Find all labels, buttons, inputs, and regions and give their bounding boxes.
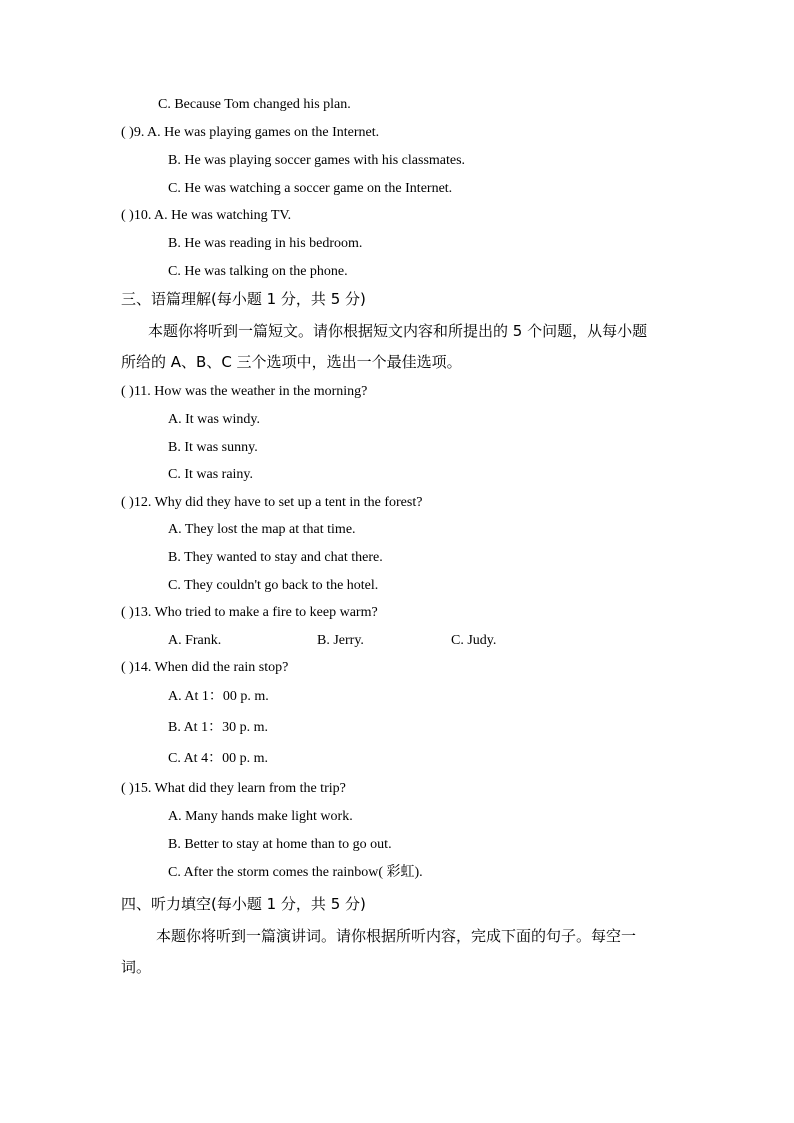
q14-row (121, 659, 288, 677)
q10-option-b: B. He was reading in his bedroom. (168, 236, 363, 251)
q12-row (121, 494, 422, 512)
q12-option-c: C. They couldn't go back to the hotel. (168, 578, 379, 593)
q11-stem: 11. How was the weather in the morning? (133, 384, 368, 399)
section3-instruction-line1: 本题你将听到一篇短文。请你根据短文内容和所提出的 5 个问题，从每小题 (148, 322, 648, 340)
q10-row (121, 207, 291, 225)
q15-option-b: B. Better to stay at home than to go out. (168, 837, 392, 852)
q13-option-c: C. Judy. (451, 633, 497, 648)
section4-instruction-line2: 词。 (121, 958, 152, 976)
q13-answer-paren[interactable]: ( ) (121, 605, 134, 620)
q14-option-b: B. At 1：30 p. m. (168, 720, 268, 735)
q15-stem: 15. What did they learn from the trip? (133, 781, 346, 796)
q14-answer-paren[interactable]: ( ) (121, 660, 134, 675)
q10-stem: 10. A. He was watching TV. (133, 208, 292, 223)
q9-stem: 9. A. He was playing games on the Internet. (133, 125, 380, 140)
q10-answer-paren[interactable]: ( ) (121, 208, 134, 223)
q12-option-a: A. They lost the map at that time. (168, 522, 356, 537)
q15-option-a: A. Many hands make light work. (168, 809, 353, 824)
q13-row (121, 604, 378, 622)
q14-stem: 14. When did the rain stop? (133, 660, 289, 675)
q9-option-b: B. He was playing soccer games with his classmates. (168, 153, 466, 168)
section3-instruction-line2: 所给的 A、B、C 三个选项中，选出一个最佳选项。 (121, 353, 462, 371)
q12-stem: 12. Why did they have to set up a tent in the forest? (133, 495, 423, 510)
q8-option-c: C. Because Tom changed his plan. (158, 97, 351, 112)
q11-option-c: C. It was rainy. (168, 467, 254, 482)
q14-option-a: A. At 1：00 p. m. (168, 689, 269, 704)
section4-heading: 四、听力填空(每小题 1 分，共 5 分) (121, 895, 366, 913)
q15-row (121, 780, 346, 798)
q12-answer-paren[interactable]: ( ) (121, 495, 134, 510)
section4-instruction-line1: 本题你将听到一篇演讲词。请你根据所听内容，完成下面的句子。每空一 (156, 927, 637, 945)
section3-heading: 三、语篇理解(每小题 1 分，共 5 分) (121, 290, 366, 308)
q11-answer-paren[interactable]: ( ) (121, 384, 134, 399)
q13-option-b: B. Jerry. (317, 633, 364, 648)
q11-row (121, 383, 367, 401)
q15-option-c: C. After the storm comes the rainbow( 彩虹). (168, 865, 423, 880)
q13-stem: 13. Who tried to make a fire to keep warm? (133, 605, 378, 620)
q10-option-c: C. He was talking on the phone. (168, 264, 348, 279)
q14-option-c: C. At 4：00 p. m. (168, 751, 268, 766)
q9-answer-paren[interactable]: ( ) (121, 125, 134, 140)
q13-option-a: A. Frank. (168, 633, 222, 648)
q11-option-a: A. It was windy. (168, 412, 261, 427)
q9-row (121, 124, 379, 142)
q9-option-c: C. He was watching a soccer game on the Internet. (168, 181, 453, 196)
q12-option-b: B. They wanted to stay and chat there. (168, 550, 383, 565)
q11-option-b: B. It was sunny. (168, 440, 258, 455)
q15-answer-paren[interactable]: ( ) (121, 781, 134, 796)
